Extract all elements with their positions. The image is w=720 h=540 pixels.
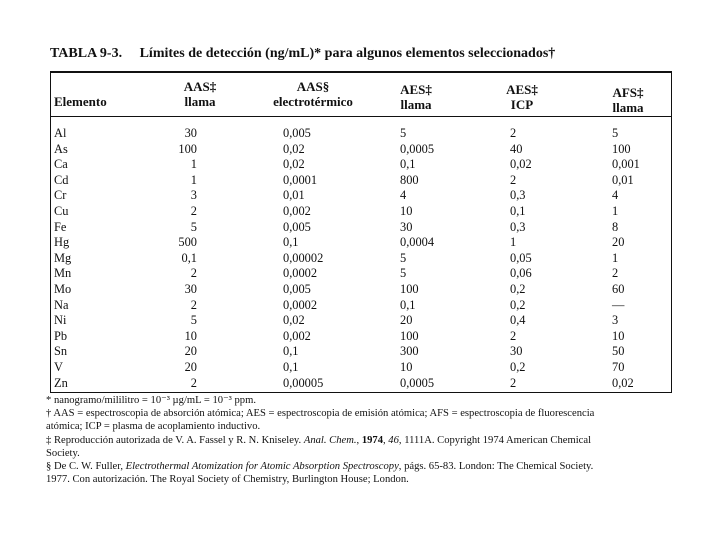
aas-flame-cell: 0,1 bbox=[181, 250, 197, 265]
aes-icp-cell: 0,2 bbox=[510, 360, 526, 374]
afs-flame-cell: 70 bbox=[612, 360, 625, 374]
aes-icp-cell: 0,3 bbox=[510, 219, 526, 234]
aas-electrothermal-cell: 0,0002 bbox=[283, 297, 318, 312]
aas-flame-cell: 2 bbox=[190, 204, 197, 218]
afs-flame-cell: 2 bbox=[612, 266, 619, 281]
aas-flame-cell: 2 bbox=[190, 375, 197, 390]
aes-icp-cell: 40 bbox=[510, 141, 523, 156]
element-cell: Pb bbox=[54, 328, 68, 343]
afs-flame-cell: 5 bbox=[612, 126, 619, 140]
aas-electrothermal-cell: 0,0001 bbox=[283, 172, 318, 187]
aes-flame-cell: 10 bbox=[400, 360, 413, 374]
afs-flame-cell: 50 bbox=[612, 344, 625, 359]
aes-icp-cell: 0,1 bbox=[510, 204, 526, 218]
aas-flame-cell: 5 bbox=[190, 313, 197, 328]
bottom-rule bbox=[50, 392, 672, 393]
afs-flame-cell: 0,01 bbox=[612, 172, 634, 187]
aes-icp-cell: 2 bbox=[510, 172, 517, 187]
afs-flame-cell: 3 bbox=[612, 313, 619, 328]
header-afs-flame: AFS‡ llama bbox=[612, 85, 644, 115]
element-cell: Cu bbox=[54, 204, 69, 218]
afs-flame-cell: — bbox=[612, 297, 625, 312]
table-caption: Límites de detección (ng/mL)* para algunos elementos seleccionados† bbox=[139, 46, 556, 61]
afs-flame-cell: 8 bbox=[612, 219, 619, 234]
aes-flame-cell: 300 bbox=[400, 344, 419, 359]
aes-icp-cell: 2 bbox=[510, 328, 517, 343]
element-cell: Ca bbox=[54, 157, 68, 172]
aas-electrothermal-cell: 0,002 bbox=[283, 204, 311, 218]
aas-electrothermal-cell: 0,005 bbox=[283, 126, 311, 140]
header-aas-electrothermal: AAS§ electrotérmico bbox=[273, 79, 353, 109]
aes-flame-cell: 5 bbox=[400, 266, 407, 281]
element-cell: Hg bbox=[54, 235, 70, 250]
element-cell: Cr bbox=[54, 188, 67, 203]
aes-icp-cell: 0,4 bbox=[510, 313, 526, 328]
aas-flame-cell: 20 bbox=[184, 344, 197, 359]
aes-icp-cell: 0,3 bbox=[510, 188, 526, 203]
element-cell: Zn bbox=[54, 375, 68, 390]
aas-electrothermal-cell: 0,002 bbox=[283, 328, 311, 343]
element-cell: Mo bbox=[54, 282, 72, 296]
aas-flame-cell: 30 bbox=[184, 126, 197, 140]
aes-flame-cell: 800 bbox=[400, 172, 419, 187]
element-cell: Al bbox=[54, 126, 67, 140]
table-title bbox=[50, 46, 555, 62]
element-cell: Ni bbox=[54, 313, 67, 328]
aes-icp-cell: 1 bbox=[510, 235, 517, 250]
aes-flame-cell: 100 bbox=[400, 282, 419, 296]
header-element: Elemento bbox=[54, 94, 107, 109]
top-rule bbox=[50, 71, 672, 73]
aes-flame-cell: 100 bbox=[400, 328, 419, 343]
element-cell: Mn bbox=[54, 266, 72, 281]
aas-flame-cell: 30 bbox=[184, 282, 197, 296]
aas-flame-cell: 1 bbox=[190, 157, 197, 172]
afs-flame-cell: 0,001 bbox=[612, 157, 640, 172]
footnote-fassel-cont: Society. bbox=[46, 447, 80, 459]
header-aas-flame: AAS‡ llama bbox=[183, 79, 217, 109]
footnote-abbreviations-cont: atómica; ICP = plasma de acoplamiento inductivo. bbox=[46, 421, 261, 433]
aas-flame-cell: 2 bbox=[190, 266, 197, 281]
aas-flame-cell: 500 bbox=[178, 235, 197, 250]
aas-electrothermal-cell: 0,02 bbox=[283, 313, 305, 328]
aas-electrothermal-cell: 0,02 bbox=[283, 141, 305, 156]
footnote-abbreviations: † AAS = espectroscopia de absorción atómica; AES = espectroscopia de emisión atómica; AFS = espectroscopia de fluorescencia bbox=[46, 408, 595, 420]
aes-flame-cell: 0,0005 bbox=[400, 141, 435, 156]
element-cell: Cd bbox=[54, 172, 69, 187]
element-cell: As bbox=[54, 141, 68, 156]
footnote-units: * nanogramo/mililitro = 10⁻³ µg/mL = 10⁻³ ppm. bbox=[46, 395, 256, 406]
afs-flame-cell: 4 bbox=[612, 188, 619, 203]
aas-electrothermal-cell: 0,1 bbox=[283, 360, 299, 374]
afs-flame-cell: 20 bbox=[612, 235, 625, 250]
aes-flame-cell: 10 bbox=[400, 204, 413, 218]
afs-flame-cell: 1 bbox=[612, 250, 619, 265]
aes-icp-cell: 30 bbox=[510, 344, 523, 359]
header-rule bbox=[50, 116, 672, 117]
table-label: TABLA 9-3. bbox=[50, 46, 123, 61]
element-cell: Mg bbox=[54, 250, 72, 265]
aas-electrothermal-cell: 0,005 bbox=[283, 219, 311, 234]
aes-flame-cell: 20 bbox=[400, 313, 413, 328]
aas-electrothermal-cell: 0,005 bbox=[283, 282, 311, 296]
element-cell: Na bbox=[54, 297, 69, 312]
aes-icp-cell: 0,06 bbox=[510, 266, 532, 281]
element-cell: Fe bbox=[54, 219, 67, 234]
aes-icp-cell: 0,2 bbox=[510, 282, 526, 296]
aas-electrothermal-cell: 0,00002 bbox=[283, 250, 324, 265]
aas-electrothermal-cell: 0,01 bbox=[283, 188, 305, 203]
afs-flame-cell: 1 bbox=[612, 204, 619, 218]
footnotes bbox=[46, 394, 676, 486]
aes-icp-cell: 2 bbox=[510, 375, 517, 390]
aes-flame-cell: 0,1 bbox=[400, 297, 416, 312]
aes-icp-cell: 0,05 bbox=[510, 250, 532, 265]
afs-flame-cell: 100 bbox=[612, 141, 631, 156]
header-aes-flame: AES‡ llama bbox=[400, 82, 432, 112]
aas-electrothermal-cell: 0,1 bbox=[283, 344, 299, 359]
aas-flame-cell: 1 bbox=[190, 172, 197, 187]
left-border bbox=[50, 71, 51, 393]
aas-flame-cell: 3 bbox=[190, 188, 197, 203]
aas-electrothermal-cell: 0,00005 bbox=[283, 375, 324, 390]
aas-electrothermal-cell: 0,02 bbox=[283, 157, 305, 172]
footnote-fuller-cont: 1977. Con autorización. The Royal Society of Chemistry, Burlington House; London. bbox=[46, 474, 409, 486]
aes-icp-cell: 2 bbox=[510, 126, 517, 140]
aas-flame-cell: 20 bbox=[184, 360, 197, 374]
aas-flame-cell: 100 bbox=[178, 141, 197, 156]
aas-flame-cell: 5 bbox=[190, 219, 197, 234]
afs-flame-cell: 10 bbox=[612, 328, 625, 343]
aes-flame-cell: 5 bbox=[400, 250, 407, 265]
aas-flame-cell: 2 bbox=[190, 297, 197, 312]
aes-flame-cell: 0,0004 bbox=[400, 235, 435, 250]
aas-electrothermal-cell: 0,0002 bbox=[283, 266, 318, 281]
element-cell: Sn bbox=[54, 344, 68, 359]
element-cell: V bbox=[54, 360, 63, 374]
aes-flame-cell: 30 bbox=[400, 219, 413, 234]
aes-flame-cell: 0,0005 bbox=[400, 375, 435, 390]
aes-flame-cell: 5 bbox=[400, 126, 407, 140]
aes-icp-cell: 0,02 bbox=[510, 157, 532, 172]
footnote-fassel: ‡ Reproducción autorizada de V. A. Fassel y R. N. Kniseley. Anal. Chem., 1974, 46, 1111A. Copyright 1974 American Chemical bbox=[46, 434, 592, 446]
aas-electrothermal-cell: 0,1 bbox=[283, 235, 299, 250]
header-aes-icp: AES‡ ICP bbox=[506, 82, 538, 112]
footnote-fuller: § De C. W. Fuller, Electrothermal Atomization for Atomic Absorption Spectroscopy, págs. 65-83. London: The Chemical Society. bbox=[46, 461, 594, 473]
aes-flame-cell: 0,1 bbox=[400, 157, 416, 172]
afs-flame-cell: 60 bbox=[612, 282, 625, 296]
aas-flame-cell: 10 bbox=[184, 328, 197, 343]
afs-flame-cell: 0,02 bbox=[612, 375, 634, 390]
aes-flame-cell: 4 bbox=[400, 188, 407, 203]
right-border bbox=[671, 71, 672, 393]
aes-icp-cell: 0,2 bbox=[510, 297, 526, 312]
